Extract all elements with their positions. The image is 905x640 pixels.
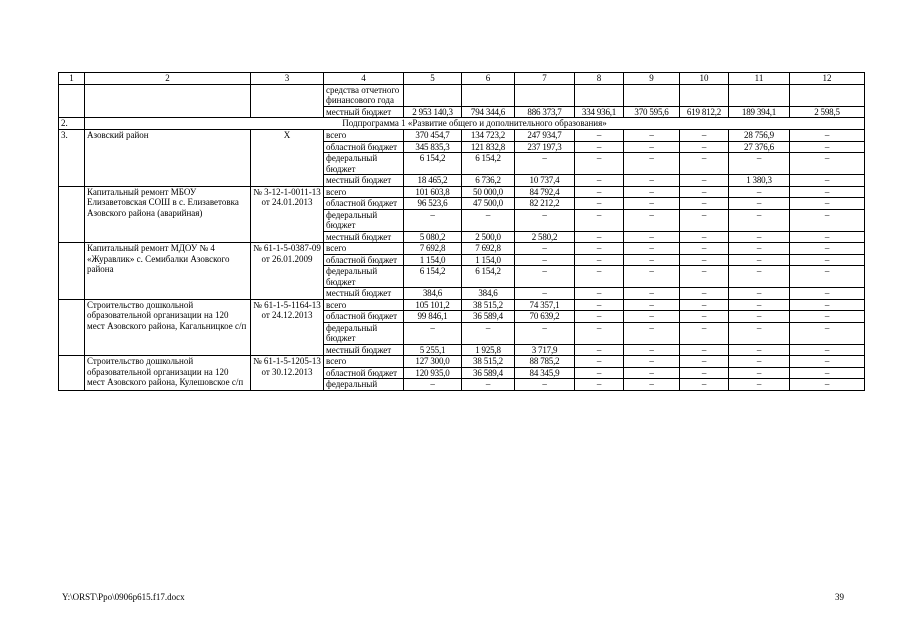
value-cell: 6 736,2 (462, 175, 515, 187)
value-cell: 88 785,2 (515, 356, 575, 368)
column-number: 6 (462, 73, 515, 85)
document-ref: № 61-1-5-1164-13 от 24.12.2013 (251, 299, 324, 356)
value-cell: 2 580,2 (515, 231, 575, 243)
value-cell: – (624, 231, 680, 243)
table-row (59, 299, 865, 311)
value-cell: – (729, 254, 790, 266)
object-name: Строительство дошкольной образовательной организации на 120 мест Азовского района, Кулешовское с/п (85, 356, 251, 391)
value-cell: – (729, 209, 790, 231)
funding-source: всего (324, 243, 404, 255)
value-cell: – (515, 322, 575, 344)
value-cell: – (515, 288, 575, 300)
value-cell: – (790, 141, 865, 153)
value-cell: 70 639,2 (515, 311, 575, 323)
value-cell: – (729, 311, 790, 323)
funding-source: местный бюджет (324, 344, 404, 356)
value-cell: – (575, 379, 624, 391)
value-cell: – (729, 266, 790, 288)
funding-source: областной бюджет (324, 367, 404, 379)
value-cell: 50 000,0 (462, 186, 515, 198)
value-cell: 127 300,0 (404, 356, 462, 368)
value-cell: 120 935,0 (404, 367, 462, 379)
value-cell: – (515, 209, 575, 231)
value-cell: 36 589,4 (462, 367, 515, 379)
value-cell: – (729, 379, 790, 391)
value-cell: – (790, 254, 865, 266)
value-cell: – (790, 153, 865, 175)
table-row (59, 84, 865, 106)
value-cell: 2 953 140,3 (404, 106, 462, 118)
value-cell: 38 515,2 (462, 299, 515, 311)
value-cell: – (790, 311, 865, 323)
value-cell: 370 595,6 (624, 106, 680, 118)
table-row (59, 186, 865, 198)
value-cell: 101 603,8 (404, 186, 462, 198)
value-cell: – (790, 231, 865, 243)
column-number: 2 (85, 73, 251, 85)
value-cell: 189 394,1 (729, 106, 790, 118)
value-cell: – (575, 356, 624, 368)
value-cell: – (575, 322, 624, 344)
value-cell: – (575, 130, 624, 142)
value-cell: – (515, 153, 575, 175)
value-cell: 82 212,2 (515, 198, 575, 210)
value-cell: 27 376,6 (729, 141, 790, 153)
value-cell: – (624, 209, 680, 231)
value-cell: – (624, 367, 680, 379)
value-cell: 1 154,0 (404, 254, 462, 266)
value-cell: – (575, 186, 624, 198)
value-cell: 886 373,7 (515, 106, 575, 118)
value-cell: – (680, 367, 729, 379)
value-cell: – (790, 288, 865, 300)
funding-source: федеральный бюджет (324, 322, 404, 344)
value-cell: – (575, 175, 624, 187)
value-cell: 237 197,3 (515, 141, 575, 153)
funding-source: всего (324, 130, 404, 142)
document-ref: № 61-1-5-1205-13 от 30.12.2013 (251, 356, 324, 391)
funding-source: федеральный бюджет (324, 266, 404, 288)
object-name: Капитальный ремонт МДОУ № 4 «Журавлик» с. Семибалки Азовского района (85, 243, 251, 300)
value-cell (790, 84, 865, 106)
value-cell (404, 84, 462, 106)
value-cell: 2 500,0 (462, 231, 515, 243)
table-row (59, 130, 865, 142)
footer-page-number: 39 (835, 592, 844, 602)
value-cell (680, 84, 729, 106)
value-cell: – (729, 153, 790, 175)
column-number: 5 (404, 73, 462, 85)
value-cell: – (515, 254, 575, 266)
object-name: Строительство дошкольной образовательной организации на 120 мест Азовского района, Кагальницкое с/п (85, 299, 251, 356)
funding-source: средства отчетного финансового года (324, 84, 404, 106)
column-number: 7 (515, 73, 575, 85)
value-cell: – (575, 198, 624, 210)
value-cell: – (624, 322, 680, 344)
value-cell: – (575, 153, 624, 175)
footer-file-path: Y:\ORST\Ppo\0906p615.f17.docx (62, 592, 185, 602)
value-cell: – (790, 344, 865, 356)
name-cell (85, 84, 251, 118)
document-ref: Х (251, 130, 324, 187)
value-cell: 36 589,4 (462, 311, 515, 323)
value-cell: – (624, 153, 680, 175)
value-cell: 1 925,8 (462, 344, 515, 356)
value-cell: 6 154,2 (462, 266, 515, 288)
value-cell: 6 154,2 (462, 153, 515, 175)
funding-source: местный бюджет (324, 175, 404, 187)
value-cell: – (790, 367, 865, 379)
row-number (59, 186, 85, 243)
value-cell: – (680, 243, 729, 255)
value-cell: – (790, 266, 865, 288)
value-cell: 7 692,8 (462, 243, 515, 255)
value-cell: – (790, 356, 865, 368)
subprogram-row (59, 118, 865, 130)
value-cell: – (680, 153, 729, 175)
value-cell (462, 84, 515, 106)
value-cell: – (790, 130, 865, 142)
value-cell: – (575, 344, 624, 356)
value-cell: – (515, 243, 575, 255)
value-cell: 84 345,9 (515, 367, 575, 379)
value-cell: – (575, 266, 624, 288)
funding-source: всего (324, 299, 404, 311)
value-cell: – (729, 344, 790, 356)
column-number: 9 (624, 73, 680, 85)
table-row (59, 243, 865, 255)
value-cell: – (575, 209, 624, 231)
value-cell: – (624, 379, 680, 391)
value-cell: – (680, 254, 729, 266)
value-cell: – (624, 311, 680, 323)
value-cell: – (575, 243, 624, 255)
value-cell (575, 84, 624, 106)
funding-source: федеральный бюджет (324, 153, 404, 175)
value-cell: – (575, 367, 624, 379)
value-cell: – (515, 379, 575, 391)
row-number: 2. (59, 118, 85, 130)
value-cell: – (680, 299, 729, 311)
value-cell: – (575, 311, 624, 323)
column-number: 11 (729, 73, 790, 85)
value-cell: 84 792,4 (515, 186, 575, 198)
column-number-row (59, 73, 865, 85)
subprogram-title: Подпрограмма 1 «Развитие общего и дополнительного образования» (85, 118, 865, 130)
value-cell: – (729, 186, 790, 198)
value-cell: – (624, 254, 680, 266)
value-cell: 96 523,6 (404, 198, 462, 210)
value-cell: – (462, 322, 515, 344)
funding-source: федеральный (324, 379, 404, 391)
value-cell: – (624, 266, 680, 288)
value-cell: – (624, 198, 680, 210)
value-cell: 384,6 (404, 288, 462, 300)
value-cell: 99 846,1 (404, 311, 462, 323)
value-cell: 345 835,3 (404, 141, 462, 153)
value-cell: – (575, 299, 624, 311)
value-cell: – (729, 322, 790, 344)
value-cell: – (624, 186, 680, 198)
value-cell: – (729, 288, 790, 300)
value-cell: – (624, 344, 680, 356)
value-cell: – (680, 130, 729, 142)
value-cell: 5 255,1 (404, 344, 462, 356)
value-cell: – (404, 379, 462, 391)
value-cell: – (680, 198, 729, 210)
value-cell: – (624, 130, 680, 142)
value-cell: 6 154,2 (404, 266, 462, 288)
value-cell: – (790, 175, 865, 187)
value-cell: – (790, 198, 865, 210)
value-cell: – (790, 379, 865, 391)
value-cell: 47 500,0 (462, 198, 515, 210)
value-cell: 384,6 (462, 288, 515, 300)
value-cell: 370 454,7 (404, 130, 462, 142)
value-cell: 74 357,1 (515, 299, 575, 311)
value-cell: – (790, 322, 865, 344)
document-ref: № 61-1-5-0387-09 от 26.01.2009 (251, 243, 324, 300)
column-number: 8 (575, 73, 624, 85)
value-cell (515, 84, 575, 106)
document-ref: № 3-12-1-0011-13 от 24.01.2013 (251, 186, 324, 243)
value-cell: – (680, 186, 729, 198)
funding-source: местный бюджет (324, 231, 404, 243)
value-cell: – (680, 288, 729, 300)
value-cell: – (729, 356, 790, 368)
funding-source: областной бюджет (324, 254, 404, 266)
value-cell: – (462, 379, 515, 391)
value-cell: – (680, 356, 729, 368)
value-cell: – (404, 322, 462, 344)
row-number (59, 243, 85, 300)
column-number: 12 (790, 73, 865, 85)
funding-source: всего (324, 356, 404, 368)
value-cell: – (680, 209, 729, 231)
value-cell: – (624, 141, 680, 153)
value-cell: – (624, 288, 680, 300)
value-cell: 10 737,4 (515, 175, 575, 187)
table-row (59, 356, 865, 368)
value-cell: 134 723,2 (462, 130, 515, 142)
num-cell (59, 84, 85, 118)
doc-cell (251, 84, 324, 118)
funding-source: областной бюджет (324, 311, 404, 323)
funding-source: местный бюджет (324, 288, 404, 300)
value-cell: 794 344,6 (462, 106, 515, 118)
value-cell: – (680, 231, 729, 243)
value-cell: – (729, 243, 790, 255)
value-cell: – (790, 186, 865, 198)
column-number: 1 (59, 73, 85, 85)
row-number: 3. (59, 130, 85, 187)
value-cell: – (790, 243, 865, 255)
value-cell: – (624, 299, 680, 311)
funding-source: всего (324, 186, 404, 198)
funding-source: областной бюджет (324, 141, 404, 153)
value-cell: – (624, 243, 680, 255)
value-cell: – (729, 231, 790, 243)
budget-table (58, 72, 865, 391)
value-cell: 105 101,2 (404, 299, 462, 311)
value-cell: 28 756,9 (729, 130, 790, 142)
column-number: 3 (251, 73, 324, 85)
value-cell: 38 515,2 (462, 356, 515, 368)
value-cell: 1 154,0 (462, 254, 515, 266)
value-cell: – (680, 344, 729, 356)
value-cell: – (680, 311, 729, 323)
value-cell: 5 080,2 (404, 231, 462, 243)
value-cell (729, 84, 790, 106)
object-name: Капитальный ремонт МБОУ Елизаветовская СОШ в с. Елизаветовка Азовского района (аварийная) (85, 186, 251, 243)
funding-source: местный бюджет (324, 106, 404, 118)
value-cell: 18 465,2 (404, 175, 462, 187)
value-cell: – (680, 379, 729, 391)
value-cell: – (790, 209, 865, 231)
value-cell: – (729, 299, 790, 311)
value-cell (624, 84, 680, 106)
value-cell: 6 154,2 (404, 153, 462, 175)
value-cell: – (729, 198, 790, 210)
value-cell: 2 598,5 (790, 106, 865, 118)
value-cell: – (575, 288, 624, 300)
value-cell: – (680, 175, 729, 187)
value-cell: – (575, 141, 624, 153)
value-cell: 1 380,3 (729, 175, 790, 187)
value-cell: – (575, 231, 624, 243)
funding-source: областной бюджет (324, 198, 404, 210)
value-cell: 3 717,9 (515, 344, 575, 356)
value-cell: – (624, 356, 680, 368)
value-cell: – (575, 254, 624, 266)
value-cell: – (462, 209, 515, 231)
row-number (59, 299, 85, 356)
value-cell: – (729, 367, 790, 379)
value-cell: – (680, 322, 729, 344)
value-cell: – (680, 266, 729, 288)
column-number: 10 (680, 73, 729, 85)
value-cell: – (404, 209, 462, 231)
value-cell: 334 936,1 (575, 106, 624, 118)
funding-source: федеральный бюджет (324, 209, 404, 231)
value-cell: – (680, 141, 729, 153)
value-cell: 247 934,7 (515, 130, 575, 142)
value-cell: – (790, 299, 865, 311)
column-number: 4 (324, 73, 404, 85)
value-cell: 619 812,2 (680, 106, 729, 118)
object-name: Азовский район (85, 130, 251, 187)
value-cell: – (515, 266, 575, 288)
value-cell: 7 692,8 (404, 243, 462, 255)
value-cell: – (624, 175, 680, 187)
value-cell: 121 832,8 (462, 141, 515, 153)
row-number (59, 356, 85, 391)
